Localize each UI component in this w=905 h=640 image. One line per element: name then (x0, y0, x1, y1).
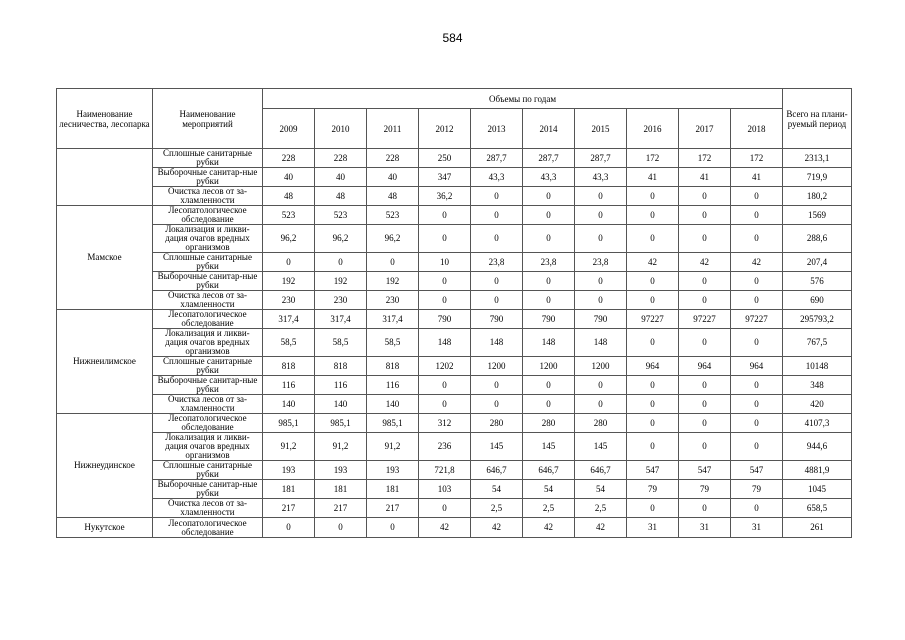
value-cell: 217 (263, 499, 315, 518)
table-row (57, 225, 852, 253)
activity-cell: Очистка лесов от за-хламленности (153, 395, 263, 414)
value-cell: 148 (471, 329, 523, 357)
activity-cell: Очистка лесов от за-хламленности (153, 291, 263, 310)
org-name-cell (57, 149, 153, 206)
activity-cell: Выборочные санитар-ные рубки (153, 376, 263, 395)
value-cell: 0 (523, 225, 575, 253)
value-cell: 0 (575, 291, 627, 310)
table-body (57, 149, 852, 538)
value-cell: 0 (679, 329, 731, 357)
value-cell: 228 (367, 149, 419, 168)
value-cell: 0 (419, 499, 471, 518)
header-year: 2017 (679, 109, 731, 149)
value-cell: 193 (263, 461, 315, 480)
header-year: 2018 (731, 109, 783, 149)
value-cell: 317,4 (367, 310, 419, 329)
header-year: 2010 (315, 109, 367, 149)
value-cell: 0 (523, 291, 575, 310)
value-cell: 0 (575, 225, 627, 253)
value-cell: 0 (627, 395, 679, 414)
value-cell: 91,2 (315, 433, 367, 461)
value-cell: 721,8 (419, 461, 471, 480)
value-cell: 48 (367, 187, 419, 206)
total-cell: 207,4 (783, 253, 852, 272)
value-cell: 317,4 (315, 310, 367, 329)
value-cell: 985,1 (367, 414, 419, 433)
total-cell: 288,6 (783, 225, 852, 253)
value-cell: 116 (315, 376, 367, 395)
total-cell: 420 (783, 395, 852, 414)
value-cell: 0 (627, 499, 679, 518)
value-cell: 0 (575, 395, 627, 414)
value-cell: 230 (315, 291, 367, 310)
value-cell: 145 (471, 433, 523, 461)
value-cell: 172 (627, 149, 679, 168)
total-cell: 719,9 (783, 168, 852, 187)
value-cell: 547 (627, 461, 679, 480)
header-year: 2016 (627, 109, 679, 149)
activity-cell: Выборочные санитар-ные рубки (153, 168, 263, 187)
value-cell: 192 (263, 272, 315, 291)
value-cell: 140 (367, 395, 419, 414)
total-cell: 4107,3 (783, 414, 852, 433)
table-row (57, 376, 852, 395)
value-cell: 79 (679, 480, 731, 499)
value-cell: 97227 (731, 310, 783, 329)
header-year: 2012 (419, 109, 471, 149)
value-cell: 646,7 (471, 461, 523, 480)
value-cell: 2,5 (471, 499, 523, 518)
value-cell: 40 (263, 168, 315, 187)
value-cell: 0 (731, 272, 783, 291)
value-cell: 97227 (679, 310, 731, 329)
header-year: 2013 (471, 109, 523, 149)
value-cell: 0 (731, 291, 783, 310)
value-cell: 54 (471, 480, 523, 499)
value-cell: 0 (627, 187, 679, 206)
header-years-group: Объемы по годам (263, 89, 783, 109)
value-cell: 42 (523, 518, 575, 538)
value-cell: 103 (419, 480, 471, 499)
header-activity: Наименование мероприятий (153, 89, 263, 149)
value-cell: 0 (679, 376, 731, 395)
value-cell: 228 (315, 149, 367, 168)
value-cell: 230 (367, 291, 419, 310)
table-row (57, 149, 852, 168)
value-cell: 79 (731, 480, 783, 499)
value-cell: 42 (471, 518, 523, 538)
value-cell: 0 (315, 518, 367, 538)
value-cell: 0 (419, 395, 471, 414)
activity-cell: Лесопатологическое обследование (153, 310, 263, 329)
table-row (57, 187, 852, 206)
forestry-table (56, 88, 852, 538)
header-year: 2009 (263, 109, 315, 149)
value-cell: 964 (731, 357, 783, 376)
value-cell: 0 (575, 206, 627, 225)
total-cell: 295793,2 (783, 310, 852, 329)
value-cell: 0 (679, 291, 731, 310)
activity-cell: Очистка лесов от за-хламленности (153, 499, 263, 518)
value-cell: 42 (627, 253, 679, 272)
value-cell: 790 (419, 310, 471, 329)
value-cell: 0 (731, 414, 783, 433)
value-cell: 280 (471, 414, 523, 433)
value-cell: 2,5 (575, 499, 627, 518)
value-cell: 287,7 (575, 149, 627, 168)
value-cell: 818 (263, 357, 315, 376)
value-cell: 1200 (575, 357, 627, 376)
value-cell: 23,8 (575, 253, 627, 272)
value-cell: 312 (419, 414, 471, 433)
value-cell: 43,3 (523, 168, 575, 187)
activity-cell: Сплошные санитарные рубки (153, 357, 263, 376)
value-cell: 48 (263, 187, 315, 206)
table-row (57, 272, 852, 291)
header-org: Наименование лесничества, лесопарка (57, 89, 153, 149)
value-cell: 646,7 (575, 461, 627, 480)
value-cell: 0 (679, 414, 731, 433)
org-name-cell: Нукутское (57, 518, 153, 538)
value-cell: 96,2 (367, 225, 419, 253)
activity-cell: Локализация и ликви-дация очагов вредных организмов (153, 433, 263, 461)
org-name-cell: Мамское (57, 206, 153, 310)
value-cell: 280 (575, 414, 627, 433)
value-cell: 193 (315, 461, 367, 480)
value-cell: 58,5 (367, 329, 419, 357)
value-cell: 42 (575, 518, 627, 538)
value-cell: 0 (263, 518, 315, 538)
value-cell: 116 (263, 376, 315, 395)
table-row (57, 518, 852, 538)
value-cell: 42 (679, 253, 731, 272)
table-row (57, 206, 852, 225)
activity-cell: Выборочные санитар-ные рубки (153, 480, 263, 499)
total-cell: 10148 (783, 357, 852, 376)
value-cell: 0 (731, 499, 783, 518)
value-cell: 10 (419, 253, 471, 272)
value-cell: 96,2 (263, 225, 315, 253)
value-cell: 140 (315, 395, 367, 414)
activity-cell: Сплошные санитарные рубки (153, 149, 263, 168)
value-cell: 964 (679, 357, 731, 376)
value-cell: 230 (263, 291, 315, 310)
value-cell: 42 (419, 518, 471, 538)
value-cell: 42 (731, 253, 783, 272)
activity-cell: Лесопатологическое обследование (153, 518, 263, 538)
value-cell: 148 (523, 329, 575, 357)
value-cell: 148 (575, 329, 627, 357)
value-cell: 287,7 (471, 149, 523, 168)
total-cell: 180,2 (783, 187, 852, 206)
value-cell: 790 (523, 310, 575, 329)
total-cell: 1045 (783, 480, 852, 499)
value-cell: 0 (523, 187, 575, 206)
value-cell: 0 (471, 272, 523, 291)
table-row (57, 168, 852, 187)
value-cell: 250 (419, 149, 471, 168)
value-cell: 172 (679, 149, 731, 168)
total-cell: 348 (783, 376, 852, 395)
table-row (57, 395, 852, 414)
value-cell: 0 (523, 206, 575, 225)
table-row (57, 310, 852, 329)
value-cell: 54 (523, 480, 575, 499)
value-cell: 91,2 (367, 433, 419, 461)
total-cell: 944,6 (783, 433, 852, 461)
value-cell: 0 (731, 395, 783, 414)
value-cell: 41 (731, 168, 783, 187)
value-cell: 172 (731, 149, 783, 168)
value-cell: 0 (367, 253, 419, 272)
value-cell: 41 (679, 168, 731, 187)
table-header (57, 89, 852, 149)
value-cell: 96,2 (315, 225, 367, 253)
total-cell: 261 (783, 518, 852, 538)
value-cell: 0 (731, 376, 783, 395)
value-cell: 193 (367, 461, 419, 480)
value-cell: 0 (523, 395, 575, 414)
value-cell: 547 (679, 461, 731, 480)
table-row (57, 499, 852, 518)
value-cell: 964 (627, 357, 679, 376)
value-cell: 0 (471, 187, 523, 206)
value-cell: 228 (263, 149, 315, 168)
value-cell: 0 (679, 225, 731, 253)
total-cell: 576 (783, 272, 852, 291)
value-cell: 40 (315, 168, 367, 187)
value-cell: 0 (367, 518, 419, 538)
value-cell: 523 (367, 206, 419, 225)
total-cell: 690 (783, 291, 852, 310)
header-year: 2011 (367, 109, 419, 149)
value-cell: 23,8 (471, 253, 523, 272)
value-cell: 0 (627, 433, 679, 461)
activity-cell: Лесопатологическое обследование (153, 414, 263, 433)
activity-cell: Выборочные санитар-ные рубки (153, 272, 263, 291)
total-cell: 2313,1 (783, 149, 852, 168)
value-cell: 523 (315, 206, 367, 225)
value-cell: 523 (263, 206, 315, 225)
value-cell: 790 (575, 310, 627, 329)
value-cell: 41 (627, 168, 679, 187)
value-cell: 48 (315, 187, 367, 206)
value-cell: 0 (731, 225, 783, 253)
value-cell: 1202 (419, 357, 471, 376)
table-row (57, 253, 852, 272)
value-cell: 0 (731, 187, 783, 206)
value-cell: 0 (419, 376, 471, 395)
value-cell: 818 (315, 357, 367, 376)
activity-cell: Лесопатологическое обследование (153, 206, 263, 225)
value-cell: 0 (679, 499, 731, 518)
value-cell: 0 (575, 376, 627, 395)
value-cell: 148 (419, 329, 471, 357)
activity-cell: Локализация и ликви-дация очагов вредных организмов (153, 225, 263, 253)
value-cell: 0 (679, 395, 731, 414)
value-cell: 0 (627, 206, 679, 225)
table-row (57, 433, 852, 461)
total-cell: 1569 (783, 206, 852, 225)
value-cell: 0 (731, 433, 783, 461)
value-cell: 31 (679, 518, 731, 538)
total-cell: 767,5 (783, 329, 852, 357)
value-cell: 0 (575, 272, 627, 291)
value-cell: 0 (523, 272, 575, 291)
value-cell: 0 (523, 376, 575, 395)
value-cell: 43,3 (575, 168, 627, 187)
value-cell: 0 (575, 187, 627, 206)
value-cell: 0 (679, 272, 731, 291)
value-cell: 0 (627, 272, 679, 291)
total-cell: 658,5 (783, 499, 852, 518)
value-cell: 0 (263, 253, 315, 272)
value-cell: 54 (575, 480, 627, 499)
value-cell: 547 (731, 461, 783, 480)
value-cell: 91,2 (263, 433, 315, 461)
value-cell: 818 (367, 357, 419, 376)
header-total: Всего на плани-руемый период (783, 89, 852, 149)
value-cell: 145 (523, 433, 575, 461)
activity-cell: Сплошные санитарные рубки (153, 253, 263, 272)
value-cell: 0 (679, 187, 731, 206)
value-cell: 58,5 (263, 329, 315, 357)
value-cell: 23,8 (523, 253, 575, 272)
value-cell: 0 (419, 291, 471, 310)
value-cell: 317,4 (263, 310, 315, 329)
value-cell: 0 (471, 225, 523, 253)
value-cell: 217 (367, 499, 419, 518)
value-cell: 2,5 (523, 499, 575, 518)
value-cell: 192 (315, 272, 367, 291)
value-cell: 217 (315, 499, 367, 518)
value-cell: 116 (367, 376, 419, 395)
value-cell: 0 (627, 329, 679, 357)
value-cell: 287,7 (523, 149, 575, 168)
header-year: 2015 (575, 109, 627, 149)
page-number: 584 (442, 31, 463, 45)
total-cell: 4881,9 (783, 461, 852, 480)
table-row (57, 414, 852, 433)
value-cell: 36,2 (419, 187, 471, 206)
value-cell: 0 (627, 414, 679, 433)
value-cell: 0 (627, 376, 679, 395)
value-cell: 0 (471, 291, 523, 310)
value-cell: 0 (731, 329, 783, 357)
value-cell: 181 (263, 480, 315, 499)
value-cell: 0 (419, 272, 471, 291)
table-row (57, 357, 852, 376)
value-cell: 0 (419, 225, 471, 253)
value-cell: 79 (627, 480, 679, 499)
value-cell: 43,3 (471, 168, 523, 187)
header-year: 2014 (523, 109, 575, 149)
value-cell: 1200 (523, 357, 575, 376)
value-cell: 145 (575, 433, 627, 461)
value-cell: 40 (367, 168, 419, 187)
value-cell: 0 (679, 206, 731, 225)
value-cell: 985,1 (263, 414, 315, 433)
value-cell: 0 (679, 433, 731, 461)
value-cell: 181 (315, 480, 367, 499)
table-row (57, 480, 852, 499)
table-row (57, 291, 852, 310)
value-cell: 790 (471, 310, 523, 329)
value-cell: 347 (419, 168, 471, 187)
org-name-cell: Нижнеудинское (57, 414, 153, 518)
value-cell: 0 (419, 206, 471, 225)
value-cell: 0 (471, 395, 523, 414)
value-cell: 192 (367, 272, 419, 291)
activity-cell: Сплошные санитарные рубки (153, 461, 263, 480)
value-cell: 31 (731, 518, 783, 538)
value-cell: 0 (627, 291, 679, 310)
value-cell: 236 (419, 433, 471, 461)
org-name-cell: Нижнеилимское (57, 310, 153, 414)
value-cell: 140 (263, 395, 315, 414)
value-cell: 0 (627, 225, 679, 253)
value-cell: 58,5 (315, 329, 367, 357)
value-cell: 1200 (471, 357, 523, 376)
value-cell: 646,7 (523, 461, 575, 480)
value-cell: 985,1 (315, 414, 367, 433)
value-cell: 0 (731, 206, 783, 225)
table-row (57, 461, 852, 480)
value-cell: 181 (367, 480, 419, 499)
value-cell: 31 (627, 518, 679, 538)
activity-cell: Локализация и ликви-дация очагов вредных организмов (153, 329, 263, 357)
value-cell: 280 (523, 414, 575, 433)
value-cell: 0 (471, 206, 523, 225)
activity-cell: Очистка лесов от за-хламленности (153, 187, 263, 206)
value-cell: 0 (315, 253, 367, 272)
value-cell: 0 (471, 376, 523, 395)
value-cell: 97227 (627, 310, 679, 329)
table-row (57, 329, 852, 357)
